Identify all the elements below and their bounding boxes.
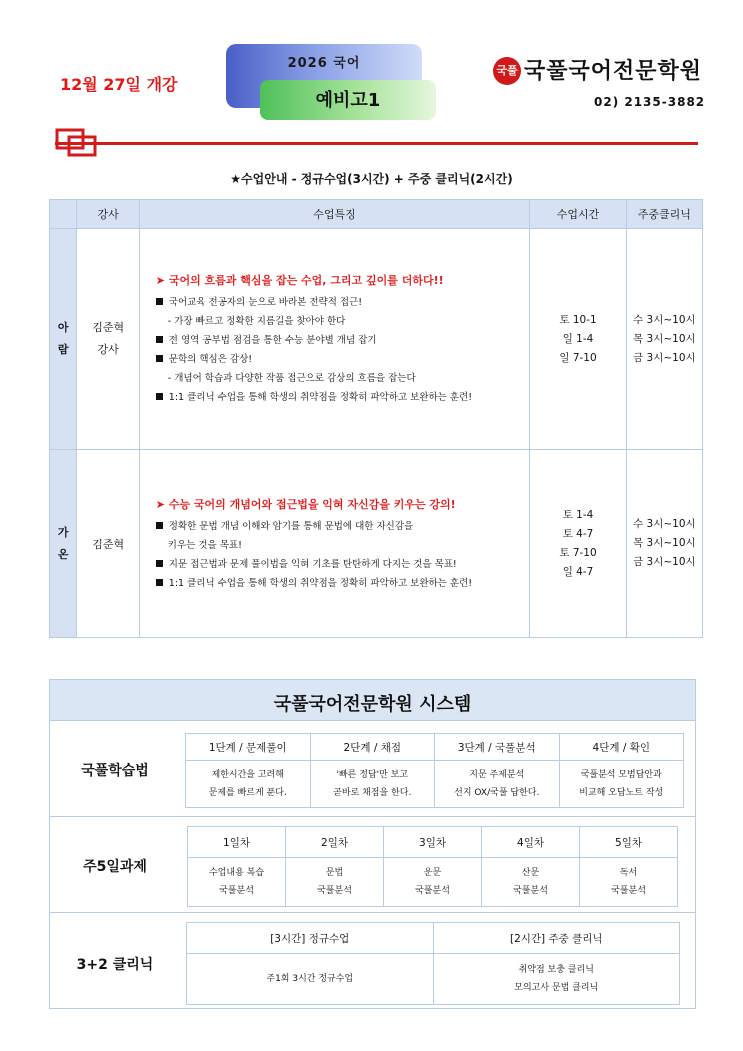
grade-label: 예비고1	[315, 90, 381, 111]
table-row	[50, 229, 703, 450]
day-task: 운문 국풀분석	[384, 858, 482, 907]
feature-text: 지문 접근법과 문제 풀이법을 익혀 기초를 탄탄하게 다지는 것을 목표!	[168, 558, 457, 570]
bullet-square-icon	[156, 393, 163, 400]
clinic-program-table	[186, 922, 680, 1005]
clinic-cell	[626, 450, 702, 638]
table-header-row	[186, 734, 684, 761]
bullet-square-icon	[156, 522, 163, 529]
day-header: 1일차	[188, 827, 286, 858]
feature-line: 키우는 것을 목표!	[167, 539, 242, 551]
teacher-name: 김준혁 강사	[92, 321, 125, 356]
time-cell	[530, 229, 626, 450]
feature-line	[156, 517, 530, 536]
feature-line: - 개념어 학습과 다양한 작품 접근으로 감상의 흐름을 잡는다	[167, 373, 416, 384]
feature-cell	[139, 229, 530, 450]
table-header-row	[188, 827, 678, 858]
opening-date: 12월 27일 개강	[60, 75, 178, 94]
class-time: 일 1-4	[562, 332, 594, 345]
academy-logo-icon: 국풀	[493, 57, 521, 85]
clinic-description: 취약점 보충 클리닉 모의고사 문법 클리닉	[433, 954, 680, 1005]
branch-name: 아 람	[57, 321, 69, 356]
clinic-time: 수 3시~10시	[633, 518, 696, 530]
system-row-label: 주5일과제	[83, 859, 147, 875]
bullet-square-icon	[156, 355, 163, 362]
time-cell	[530, 450, 626, 638]
header-divider	[55, 142, 698, 145]
class-time: 토 1-4	[562, 508, 594, 521]
year-subject: 2026 국어	[287, 56, 361, 71]
branch-cell	[50, 229, 77, 450]
clinic-time: 목 3시~10시	[633, 537, 696, 549]
divider	[49, 720, 695, 721]
table-row	[187, 954, 680, 1005]
teacher-cell	[77, 450, 139, 638]
feature-text: 정확한 문법 개념 이해와 암기를 통해 문법에 대한 자신감을	[168, 520, 414, 532]
table-row	[186, 761, 684, 808]
feature-text: 전 영역 공부법 점검을 통한 수능 분야별 개념 잡기	[168, 335, 377, 346]
step-description: 국풀분석 모범답안과 비교해 오답노트 작성	[559, 761, 684, 808]
learning-steps-table	[185, 733, 684, 808]
teacher-cell	[77, 229, 139, 450]
clinic-description: 주1회 3시간 정규수업	[187, 954, 434, 1005]
branch-name: 가 온	[57, 525, 69, 561]
teacher-name: 김준혁	[92, 537, 125, 551]
step-description: '빠른 정답'만 보고 곧바로 채점을 한다.	[310, 761, 435, 808]
clinic-time: 금 3시~10시	[633, 556, 696, 568]
day-task: 독서 국풀분석	[580, 858, 678, 907]
step-description: 제한시간을 고려해 문제를 빠르게 푼다.	[186, 761, 311, 808]
step-description: 지문 주제분석 선지 OX/국풀 답한다.	[435, 761, 560, 808]
day-header: 4일차	[482, 827, 580, 858]
bullet-square-icon	[156, 336, 163, 343]
table-header-time: 수업시간	[530, 200, 626, 229]
table-header-feature: 수업특징	[139, 200, 530, 229]
clinic-time: 수 3시~10시	[633, 313, 696, 326]
divider	[49, 912, 695, 913]
system-title: 국풀국어전문학원 시스템	[273, 694, 472, 715]
clinic-cell	[626, 229, 702, 450]
day-header: 5일차	[580, 827, 678, 858]
clinic-header: [3시간] 정규수업	[187, 923, 434, 954]
table-row	[188, 858, 678, 907]
feature-line	[156, 574, 530, 593]
feature-text: 문학의 핵심은 감상!	[168, 354, 253, 365]
class-time: 일 4-7	[562, 565, 594, 578]
day-task: 문법 국풀분석	[286, 858, 384, 907]
table-header-branch	[50, 200, 77, 229]
table-header-row	[50, 200, 703, 229]
table-header-clinic: 주중클리닉	[626, 200, 702, 229]
class-schedule-table	[49, 199, 703, 638]
feature-line	[156, 555, 530, 574]
table-row	[50, 450, 703, 638]
day-task: 수업내용 복습 국풀분석	[188, 858, 286, 907]
class-time: 토 7-10	[559, 546, 597, 559]
clinic-time: 목 3시~10시	[633, 332, 696, 345]
class-time: 토 10-1	[559, 313, 597, 326]
table-header-row	[187, 923, 680, 954]
feature-line	[156, 293, 530, 312]
system-row-label: 3+2 클리닉	[76, 957, 154, 973]
system-row-label: 국풀학습법	[81, 763, 149, 779]
feature-text: 1:1 클리닉 수업을 통해 학생의 취약점을 정확히 파악하고 보완하는 훈련!	[168, 577, 473, 589]
step-header: 3단계 / 국풀분석	[435, 734, 560, 761]
feature-text: 1:1 클리닉 수업을 통해 학생의 취약점을 정확히 파악하고 보완하는 훈련!	[168, 392, 473, 403]
academy-name: 국풀국어전문학원	[524, 59, 703, 84]
divider	[49, 816, 695, 817]
feature-headline: ➤ 국어의 흐름과 핵심을 잡는 수업, 그리고 깊이를 더하다!!	[155, 274, 444, 287]
feature-line	[156, 350, 530, 369]
class-time: 일 7-10	[559, 351, 597, 364]
phone-number: 02) 2135-3882	[594, 95, 706, 109]
feature-line: - 가장 빠르고 정확한 지름길을 찾아야 한다	[167, 316, 346, 327]
step-header: 4단계 / 확인	[559, 734, 684, 761]
table-header-teacher: 강사	[77, 200, 139, 229]
clinic-header: [2시간] 주중 클리닉	[433, 923, 680, 954]
day-header: 2일차	[286, 827, 384, 858]
feature-line	[156, 388, 530, 407]
feature-text: 국어교육 전공자의 눈으로 바라본 전략적 접근!	[168, 297, 363, 308]
step-header: 2단계 / 채점	[310, 734, 435, 761]
feature-cell	[139, 450, 530, 638]
feature-line	[156, 331, 530, 350]
clinic-time: 금 3시~10시	[633, 351, 696, 364]
day-task: 산문 국풀분석	[482, 858, 580, 907]
weekly-task-table	[187, 826, 678, 907]
day-header: 3일차	[384, 827, 482, 858]
feature-headline: ➤ 수능 국어의 개념어와 접근법을 익혀 자신감을 키우는 강의!	[155, 497, 456, 511]
branch-cell	[50, 450, 77, 638]
bullet-square-icon	[156, 579, 163, 586]
class-time: 토 4-7	[562, 527, 594, 540]
bullet-square-icon	[156, 560, 163, 567]
class-notice-title: ★수업안내 - 정규수업(3시간) + 주중 클리닉(2시간)	[230, 172, 513, 186]
bullet-square-icon	[156, 298, 163, 305]
step-header: 1단계 / 문제풀이	[186, 734, 311, 761]
